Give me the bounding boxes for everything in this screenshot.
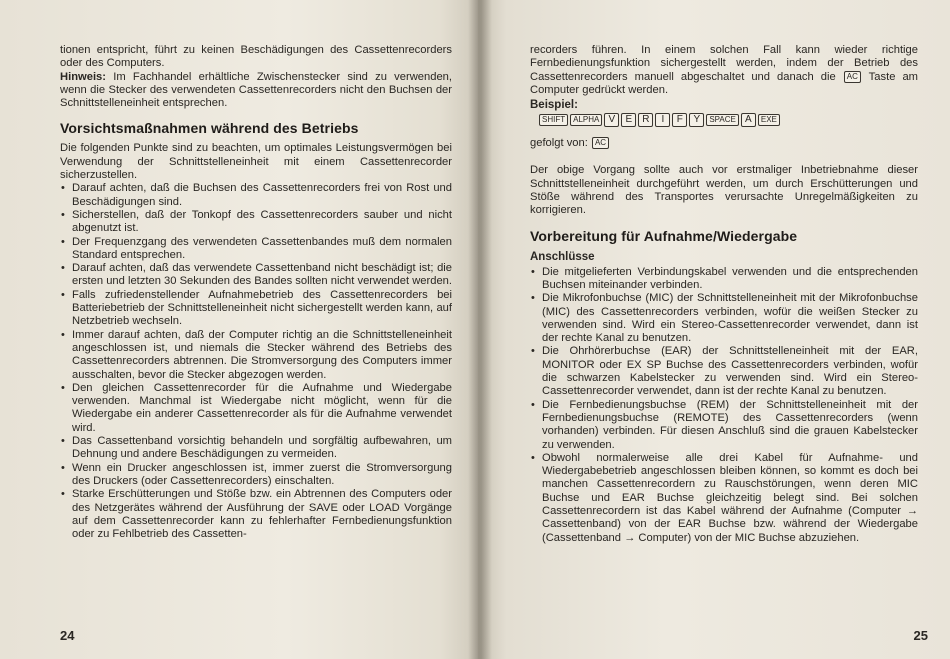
list-item: • Immer darauf achten, daß der Computer richtig an die Schnittstelleneinheit angeschlossen ist, und niemals die Stecker während des Betriebs des Cassettenrecorders abtrennen. Die Stromversorgung des Computers immer ausschalten, bevor die Stecker abgezogen werden.: [60, 329, 452, 382]
space-key-icon: SPACE: [706, 114, 739, 126]
list-item: • Das Cassettenband vorsichtig behandeln und sorgfältig aufbewahren, um Dehnung und andere Beschädigungen zu vermeiden.: [60, 435, 452, 462]
right-intro-part2: Taste am Computer gedrückt werden.: [530, 70, 918, 96]
e-key-icon: E: [621, 113, 636, 127]
exe-key-icon: EXE: [758, 114, 780, 126]
list-item: • Falls zufriedenstellender Aufnahmebetrieb des Cassettenrecorders bei Batteriebetrieb der Schnittstelleneinheit nicht sichergestellt werden kann, auf Netzbetrieb wechseln.: [60, 289, 452, 329]
connections-list: [530, 266, 918, 545]
hint-label: Hinweis:: [60, 70, 107, 83]
ac-key-icon: AC: [592, 137, 609, 149]
precautions-lead: Die folgenden Punkte sind zu beachten, um optimales Leistungsvermögen bei Verwendung der Schnittstelleneinheit mit einem Cassettenrecorder sicherzustellen.: [60, 142, 452, 182]
list-item: • Darauf achten, daß das verwendete Cassettenband nicht beschädigt ist; die ersten und letzten 30 Sekunden des Bandes sollten nicht verwendet werden.: [60, 262, 452, 289]
followed-by-line: [530, 137, 918, 150]
y-key-icon: Y: [689, 113, 704, 127]
a-key-icon: A: [741, 113, 756, 127]
r-key-icon: R: [638, 113, 653, 127]
hint-paragraph: [60, 71, 452, 111]
precautions-heading: Vorsichtsmaßnahmen während des Betriebs: [60, 120, 359, 137]
followed-by-text: gefolgt von:: [530, 137, 588, 150]
list-item: • Die Mikrofonbuchse (MIC) der Schnittstelleneinheit mit der Mikrofonbuchse (MIC) des Cassettenrecorders verbinden, wofür die weißen Stecker zu verwenden sind. Wird ein Stereo-Cassettenrecorder verwendet, dann ist der rechte Kanal zu benutzen.: [530, 292, 918, 345]
list-item: • Wenn ein Drucker angeschlossen ist, immer zuerst die Stromversorgung des Druckers (oder Cassettenrecorders) einschalten.: [60, 462, 452, 489]
page-number-right: 25: [913, 628, 928, 643]
right-intro-text: [530, 44, 918, 97]
list-item: • Die Fernbedienungsbuchse (REM) der Schnittstelleneinheit mit der Fernbedienungsbuchse (REMOTE) des Cassettenrecorders (wenn vorhanden) verbinden. Für diesen Anschluß sind die grauen Kabelstecker zu verwenden.: [530, 399, 918, 452]
connections-subheading: Anschlüsse: [530, 250, 595, 263]
page-number-left: 24: [60, 628, 75, 643]
f-key-icon: F: [672, 113, 687, 127]
list-item: • Die Ohrhörerbuchse (EAR) der Schnittstelleneinheit mit der EAR, MONITOR oder EX SP Buchse des Cassettenrecorders verbinden, wofür die schwarzen Kabelstecker zu verwenden sind. Wird ein Stereo-Cassettenrecorder verwendet, dann ist der rechte Kanal zu benutzen.: [530, 345, 918, 398]
note-paragraph: Der obige Vorgang sollte auch vor erstmaliger Inbetriebnahme dieser Schnittstelleneinheit durchgeführt werden, um durch Erschütterungen und Stöße während des Transportes verursachte Unregelmäßigkeiten zu korrigieren.: [530, 164, 918, 217]
alpha-key-icon: ALPHA: [570, 114, 602, 126]
shift-key-icon: SHIFT: [539, 114, 568, 126]
list-item: • Der Frequenzgang des verwendeten Cassettenbandes muß dem normalen Standard entsprechen.: [60, 236, 452, 263]
list-item: • Sicherstellen, daß der Tonkopf des Cassettenrecorders sauber und nicht abgenutzt ist.: [60, 209, 452, 236]
list-item: • Den gleichen Cassettenrecorder für die Aufnahme und Wiedergabe verwenden. Manchmal ist Wiedergabe nicht möglicht, wenn für die Wiedergabe ein anderer Cassettenrecorder als für die Aufnahme verwendet wird.: [60, 382, 452, 435]
list-item: • Starke Erschütterungen und Stöße bzw. ein Abtrennen des Computers oder des Netzgerätes während der Ausführung der SAVE oder LOAD Vorgänge auf dem Cassettenrecorder kann zu fehlerhafter Fernbedienungsfunktion oder zu Fehlbetrieb des Cassetten-: [60, 488, 452, 541]
right-intro-part1: recorders führen. In einem solchen Fall kann wieder richtige Fernbedienungsfunktion sichergestellt werden, indem der Betrieb des Cassettenrecorders manuell abgeschaltet und danach die: [530, 44, 918, 83]
v-key-icon: V: [604, 113, 619, 127]
example-row: [530, 99, 918, 111]
list-item: • Obwohl normalerweise alle drei Kabel für Aufnahme- und Wiedergabebetrieb angeschlossen bleiben können, so kommt es doch bei manchen Cassettenrecordern zu Rauschstörungen, wenn deren MIC Buchse und EAR Buchse gleichzeitig belegt sind. Bei solchen Cassettenrecordern ist das Kabel während der Aufnahme (Computer → Cassettenband) von der EAR Buchse bzw. während der Wiedergabe (Cassettenband → Computer) von der MIC Buchse abzuziehen.: [530, 452, 918, 545]
preparation-heading: Vorbereitung für Aufnahme/Wiedergabe: [530, 227, 798, 244]
precautions-list: [60, 182, 452, 541]
i-key-icon: I: [655, 113, 670, 127]
hint-text: Im Fachhandel erhältliche Zwischenstecker sind zu verwenden, wenn die Stecker des verwendeten Cassettenrecorders nicht den Buchsen der Schnittstelleneinheit entsprechen.: [60, 70, 452, 110]
example-key-sequence: [530, 113, 918, 127]
list-item: • Die mitgelieferten Verbindungskabel verwenden und die entsprechenden Buchsen miteinander verbinden.: [530, 266, 918, 293]
right-page: [478, 0, 950, 659]
left-intro-text: tionen entspricht, führt zu keinen Beschädigungen des Cassettenrecorders oder des Computers.: [60, 44, 452, 70]
list-item: • Darauf achten, daß die Buchsen des Cassettenrecorders frei von Rost und Beschädigungen sind.: [60, 182, 452, 209]
ac-key-icon: AC: [844, 71, 861, 83]
example-label: Beispiel:: [530, 99, 578, 112]
